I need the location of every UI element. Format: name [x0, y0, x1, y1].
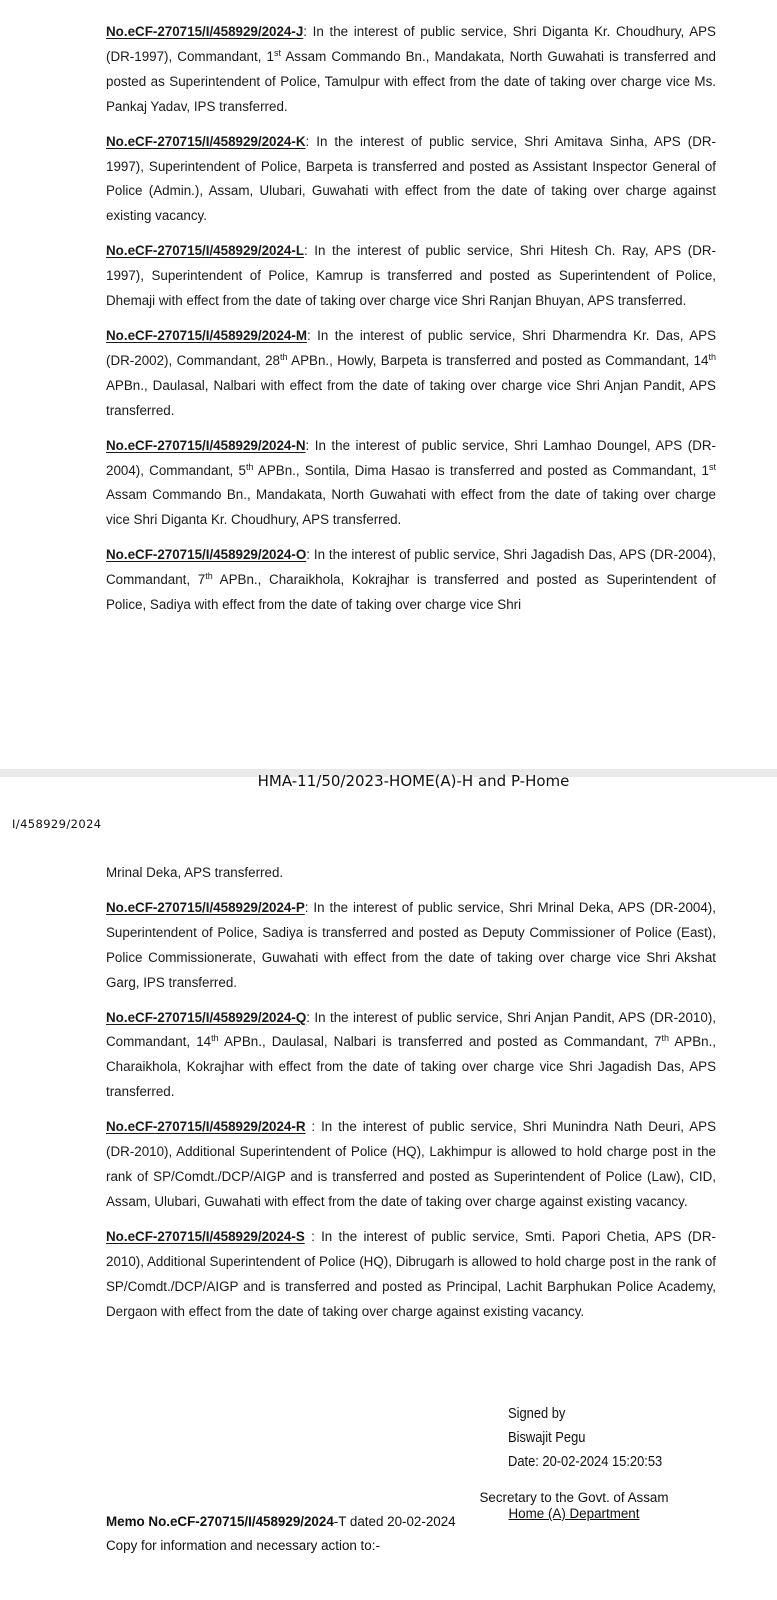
memo-suffix: -T dated 20-02-2024 — [333, 1514, 456, 1529]
document-page-1 — [0, 0, 777, 769]
order-paragraphs — [106, 20, 716, 628]
order-paragraph — [106, 896, 716, 996]
ordinal-suffix: th — [661, 1033, 669, 1044]
order-text: : In the interest of public service, Shri Jagadish Das, APS (DR-2004), Commandant, 7 — [106, 547, 716, 588]
ordinal-suffix: th — [211, 1033, 219, 1044]
file-number: I/458929/2024 — [12, 817, 102, 831]
order-text: APBn., Charaikhola, Kokrajhar is transferred and posted as Superintendent of Police, Sadiya with effect from the date of taking over charge vice Shri — [106, 572, 716, 613]
order-reference-number: No.eCF-270715/I/458929/2024-K — [106, 133, 306, 149]
order-text: APBn., Daulasal, Nalbari with effect from the date of taking over charge vice Shri Anjan Pandit, APS transferred. — [106, 377, 716, 418]
order-paragraph — [106, 324, 716, 424]
order-text: : In the interest of public service, Shri Munindra Nath Deuri, APS (DR-2010), Additional Superintendent of Police (HQ), Lakhimpur is allowed to hold charge post in the rank of SP/Comdt./DCP/AIGP and is transferred and posted as Superintendent of Police (Law), CID, Assam, Ulubari, Guwahati with effect from the date of taking over charge against existing vacancy. — [106, 1119, 716, 1209]
order-reference-number: No.eCF-270715/I/458929/2024-Q — [106, 1009, 307, 1025]
order-text: APBn., Howly, Barpeta is transferred and posted as Commandant, 14 — [287, 352, 709, 368]
order-paragraph — [106, 1006, 716, 1106]
order-text: APBn., Daulasal, Nalbari is transferred and posted as Commandant, 7 — [218, 1034, 662, 1050]
order-reference-number: No.eCF-270715/I/458929/2024-M — [106, 327, 307, 343]
signature-date: Date: 20-02-2024 15:20:53 — [508, 1453, 663, 1470]
order-text: APBn., Sontila, Dima Hasao is transferred and posted as Commandant, 1 — [253, 462, 709, 478]
order-reference-number: No.eCF-270715/I/458929/2024-R — [106, 1119, 306, 1135]
order-paragraph — [106, 1225, 716, 1325]
order-text: : In the interest of public service, Smti. Papori Chetia, APS (DR-2010), Additional Superintendent of Police (HQ), Dibrugarh is allowed to hold charge post in the rank of SP/Comdt./DCP/AIGP and is transferred and posted as Principal, Lachit Barphukan Police Academy, Dergaon with effect from the date of taking over charge against existing vacancy. — [106, 1228, 716, 1319]
order-reference-number: No.eCF-270715/I/458929/2024-L — [106, 243, 305, 259]
order-paragraph — [106, 130, 716, 230]
order-paragraph — [106, 543, 716, 618]
ordinal-suffix: st — [708, 461, 716, 472]
order-text: Assam Commando Bn., Mandakata, North Guwahati with effect from the date of taking over charge vice Shri Diganta Kr. Choudhury, APS transferred. — [106, 487, 716, 528]
signatory-designation: Secretary to the Govt. of Assam — [479, 1490, 669, 1505]
memo-block — [106, 1510, 456, 1558]
order-paragraphs — [106, 861, 716, 1334]
ordinal-suffix: th — [280, 351, 288, 362]
ordinal-suffix: th — [205, 571, 213, 582]
ordinal-suffix: st — [273, 47, 281, 58]
signatory-name: Biswajit Pegu — [508, 1429, 586, 1446]
order-reference-number: No.eCF-270715/I/458929/2024-O — [106, 547, 307, 563]
ordinal-suffix: th — [245, 461, 254, 472]
order-reference-number: No.eCF-270715/I/458929/2024-N — [106, 437, 306, 453]
order-text: : In the interest of public service, Shri Hitesh Ch. Ray, APS (DR-1997), Superintendent of Police, Kamrup is transferred and posted as Superintendent of Police, Dhemaji with effect from the date of taking over charge vice Shri Ranjan Bhuyan, APS transferred. — [106, 243, 716, 309]
document-page-2 — [0, 772, 777, 1600]
order-text: Assam Commando Bn., Mandakata, North Guwahati is transferred and posted as Superintendent of Police, Tamulpur with effect from the date of taking over charge vice Ms. Pankaj Yadav, IPS transferred. — [106, 48, 716, 114]
order-text: : In the interest of public service, Shri Amitava Sinha, APS (DR-1997), Superintendent of Police, Barpeta is transferred and posted as Assistant Inspector General of Police (Admin.), Assam, Ulubari, Guwahati with effect from the date of taking over charge against existing vacancy. — [106, 133, 716, 224]
order-paragraph — [106, 239, 716, 314]
order-paragraph — [106, 861, 716, 886]
memo-line — [106, 1510, 456, 1534]
order-text: : In the interest of public service, Shri Diganta Kr. Choudhury, APS (DR-1997), Commandant, 1 — [106, 24, 716, 64]
order-text: APBn., Charaikhola, Kokrajhar with effect from the date of taking over charge vice Shri Jagadish Das, APS transferred. — [106, 1034, 717, 1100]
order-reference-number: No.eCF-270715/I/458929/2024-P — [106, 899, 305, 915]
signed-by-label: Signed by — [508, 1405, 566, 1422]
page-header-file-reference: HMA-11/50/2023-HOME(A)-H and P-Home — [257, 772, 570, 790]
order-reference-number: No.eCF-270715/I/458929/2024-J — [106, 24, 304, 39]
order-text: : In the interest of public service, Shri Anjan Pandit, APS (DR-2010), Commandant, 14 — [106, 1009, 716, 1050]
digital-signature — [508, 1402, 662, 1474]
order-text: : In the interest of public service, Shri Mrinal Deka, APS (DR-2004), Superintendent of Police, Sadiya is transferred and posted as Deputy Commissioner of Police (East), Police Commissionerate, Guwahati with effect from the date of taking over charge vice Shri Akshat Garg, IPS transferred. — [106, 899, 716, 990]
signatory-designation-block — [478, 1490, 670, 1522]
order-text: : In the interest of public service, Shri Dharmendra Kr. Das, APS (DR-2002), Commandant, 28 — [106, 327, 716, 368]
order-paragraph — [106, 20, 716, 120]
order-paragraph — [106, 434, 716, 534]
order-paragraph — [106, 1115, 716, 1215]
signatory-department: Home (A) Department — [508, 1506, 640, 1521]
order-text: : In the interest of public service, Shri Lamhao Doungel, APS (DR-2004), Commandant, 5 — [106, 437, 716, 478]
order-reference-number: No.eCF-270715/I/458929/2024-S — [106, 1228, 305, 1244]
ordinal-suffix: th — [708, 351, 716, 362]
memo-number: Memo No.eCF-270715/I/458929/2024 — [106, 1514, 334, 1529]
copy-to-line: Copy for information and necessary action to:- — [106, 1538, 380, 1553]
order-text: Mrinal Deka, APS transferred. — [106, 865, 284, 880]
